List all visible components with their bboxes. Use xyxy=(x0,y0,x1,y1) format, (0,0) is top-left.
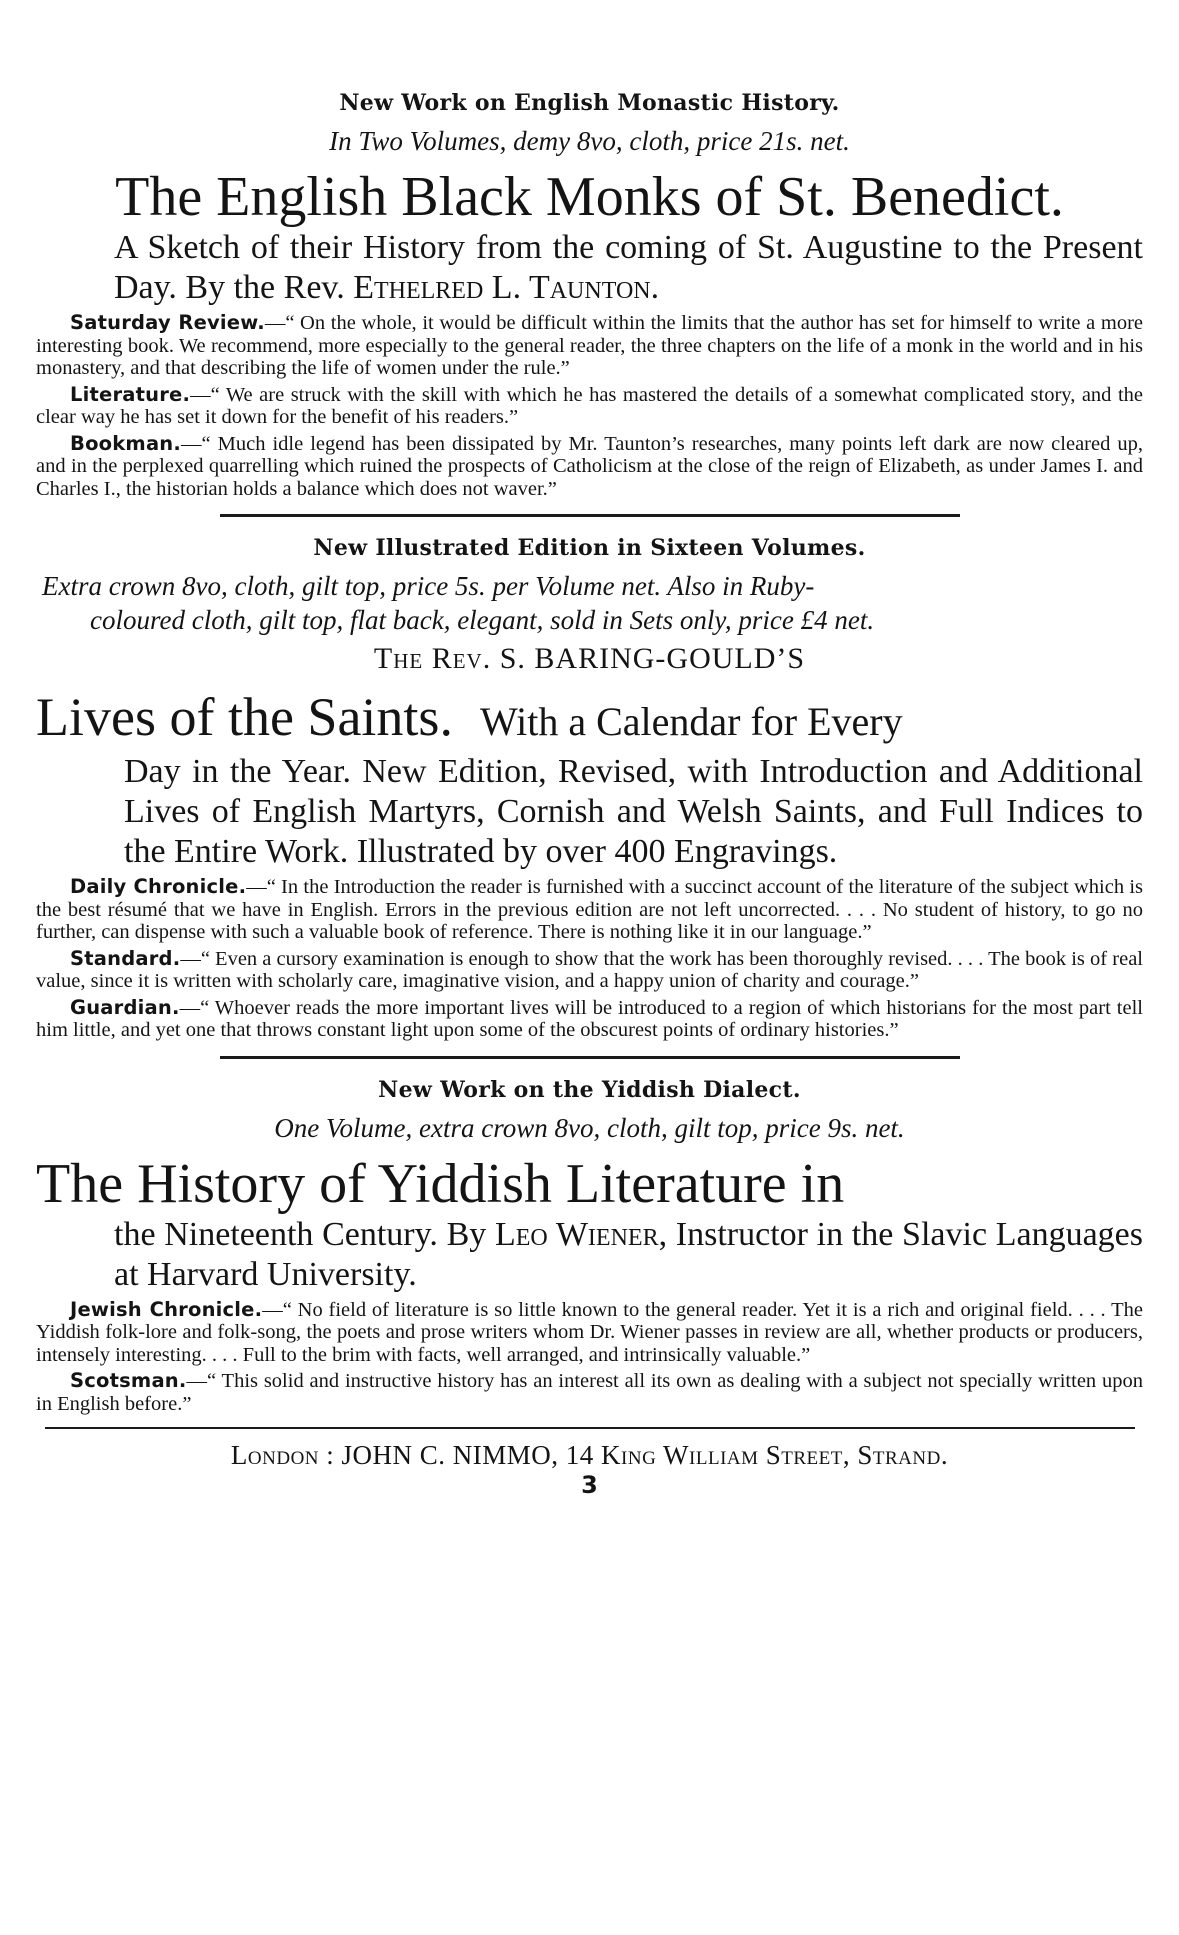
book-title-rest: With a Calendar for Every xyxy=(479,699,903,744)
review-source: Standard. xyxy=(70,946,181,970)
review-text: —“ On the whole, it would be difficult within the limits that the author has set for himself to write a more interesting book. We recommend, more especially to the general reader, the three chapters on the life of a monk in the world and in his monastery, and that describing the life of women under the rule.” xyxy=(36,312,1144,379)
book-title: The History of Yiddish Literature in xyxy=(36,1152,845,1215)
review-source: Saturday Review. xyxy=(70,311,265,334)
publisher-imprint: London : JOHN C. NIMMO, 14 King William Street, Strand. xyxy=(230,1440,949,1470)
author-name: Ethelred L. Taunton. xyxy=(353,269,660,306)
review-text: —“ Even a cursory examination is enough to show that the work has been thoroughly revised. . . . The book is of real value, since it is written with scholarly care, imaginative vision, and a happy union of charity and courage.” xyxy=(36,947,1143,992)
review-quote xyxy=(36,312,1143,380)
section-lives-of-saints xyxy=(36,533,1143,1042)
footer-divider xyxy=(45,1427,1135,1429)
edition-details: In Two Volumes, demy 8vo, cloth, price 21s. net. xyxy=(329,126,850,156)
review-text: —“ Whoever reads the more important lives will be introduced to a region of which historians for the most part tell him little, and yet one that throws constant light upon some of the obscurest points of ordinary histories.” xyxy=(36,996,1143,1041)
book-title-main: Lives of the Saints. xyxy=(36,687,453,747)
author-name: Leo Wiener, xyxy=(495,1215,668,1253)
review-text: —“ Much idle legend has been dissipated by Mr. Taunton’s researches, many points left dark are now cleared up, and in the perplexed quarrelling which ruined the prospects of Catholicism at the close of the reign of Elizabeth, as under James I. and Charles I., the historian holds a balance which does not waver.” xyxy=(36,432,1143,500)
subtitle-text: A Sketch of their History from the coming of St. Augustine to the Present Day. By the Rev. xyxy=(114,229,1143,306)
review-source: Daily Chronicle. xyxy=(70,875,247,898)
section-yiddish-literature xyxy=(36,1075,1143,1416)
edition-line: coloured cloth, gilt top, flat back, elegant, sold in Sets only, price £4 net. xyxy=(90,605,875,635)
section-kicker: New Illustrated Edition in Sixteen Volumes. xyxy=(313,535,866,561)
review-text: —“ In the Introduction the reader is furnished with a succinct account of the literature of the subject which is the best résumé that we have in English. Errors in the previous edition are not left uncorrected. . . . No student of history, to go no further, can dispense with such a valuable book of reference. There is nothing like it in our language.” xyxy=(36,876,1144,943)
section-divider xyxy=(220,1056,960,1059)
review-text: —“ No field of literature is so little known to the general reader. Yet it is a rich and original field. . . . The Yiddish folk-lore and folk-song, the poets and prose writers whom Dr. Wiener passes in review are all, whether products or producers, intensely interesting. . . . Full to the brim with facts, well arranged, and intrinsically valuable.” xyxy=(36,1298,1143,1366)
review-source: Literature. xyxy=(70,382,191,406)
section-kicker: New Work on the Yiddish Dialect. xyxy=(378,1076,801,1103)
review-quote xyxy=(36,1370,1143,1415)
review-source: Jewish Chronicle. xyxy=(70,1297,263,1321)
review-source: Bookman. xyxy=(70,431,181,455)
book-subtitle xyxy=(36,1215,1143,1295)
review-text: —“ This solid and instructive history has an interest all its own as dealing with a subject not specially written upon in English before.” xyxy=(36,1370,1143,1415)
review-quote xyxy=(36,948,1143,993)
author-line: The Rev. S. BARING-GOULD’S xyxy=(373,642,806,675)
subtitle-text: Instructor in the Slavic Languages at Harvard University. xyxy=(114,1215,1143,1293)
advertisement-page xyxy=(36,88,1143,1499)
review-text: —“ We are struck with the skill with which he has mastered the details of a somewhat complicated story, and the clear way he has set it down for the benefit of his readers.” xyxy=(36,383,1143,428)
page-number: 3 xyxy=(581,1471,598,1499)
review-source: Guardian. xyxy=(70,995,180,1019)
review-quote xyxy=(36,1299,1143,1367)
book-subtitle xyxy=(36,228,1143,308)
edition-line: Extra crown 8vo, cloth, gilt top, price 5s. per Volume net. Also in Ruby- xyxy=(42,571,815,601)
edition-details: One Volume, extra crown 8vo, cloth, gilt top, price 9s. net. xyxy=(274,1112,905,1143)
book-title xyxy=(36,687,1143,752)
section-divider xyxy=(220,514,960,517)
subtitle-text: the Nineteenth Century. By xyxy=(114,1215,495,1253)
book-description: Day in the Year. New Edition, Revised, with Introduction and Additional Lives of English Martyrs, Cornish and Welsh Saints, and Full Indices to the Entire Work. Illustrated by over 400 Engravings. xyxy=(124,753,1143,870)
review-source: Scotsman. xyxy=(70,1369,187,1392)
review-quote xyxy=(36,876,1143,944)
book-title: The English Black Monks of St. Benedict. xyxy=(115,166,1064,228)
edition-details xyxy=(36,569,1143,637)
section-monastic-history xyxy=(36,88,1143,500)
review-quote xyxy=(36,433,1143,501)
section-kicker: New Work on English Monastic History. xyxy=(339,90,840,116)
review-quote xyxy=(36,997,1143,1042)
review-quote xyxy=(36,384,1143,429)
